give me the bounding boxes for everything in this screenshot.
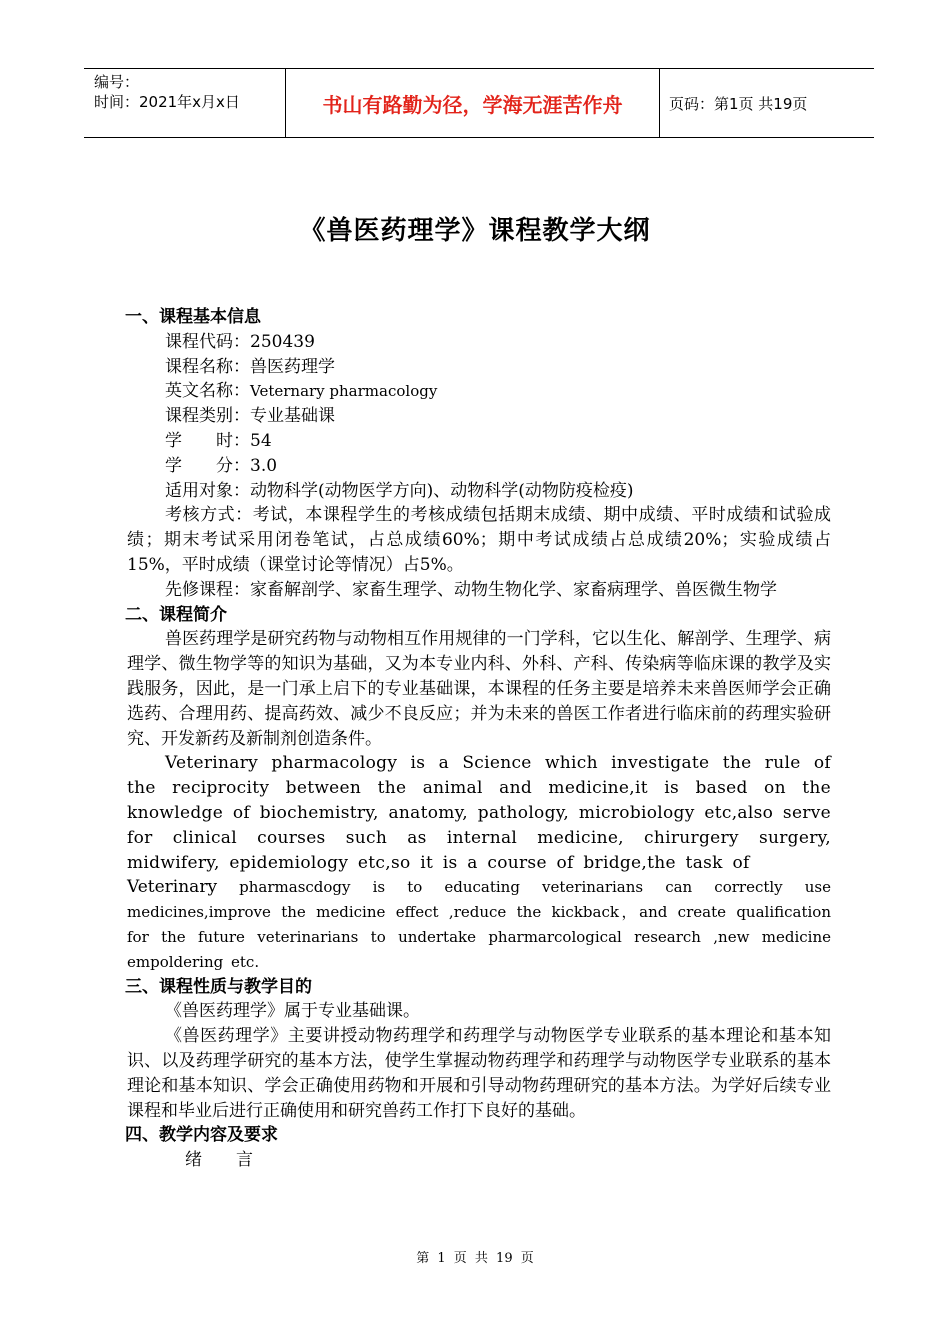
english-name-value: Veternary pharmacology: [250, 382, 438, 401]
section-2-heading: 二、课程简介: [125, 604, 227, 625]
credits-label: 学 分：: [165, 455, 250, 476]
english-name: [127, 379, 831, 404]
course-name: 课程名称：兽医药理学: [165, 356, 335, 377]
page-footer: 第 1 页 共 19 页: [416, 1251, 534, 1266]
prerequisites-paragraph: 先修课程：家畜解剖学、家畜生理学、动物生物化学、家畜病理学、兽医微生物学: [165, 579, 777, 600]
intro-chinese-paragraph: 兽医药理学是研究药物与动物相互作用规律的一门学科，它以生化、解剖学、生理学、病理学、微生物学等的知识为基础，又为本专业内科、外科、产科、传染病等临床课的教学及实践服务，因此，是一门承上启下的专业基础课，本课程的任务主要是培养未来兽医师学会正确选药、合理用药、提高药效、减少不良反应；并为未来的兽医工作者进行临床前的药理实验研究、开发新药及新制剂创造条件。: [127, 629, 831, 749]
course-code: 课程代码：250439: [165, 331, 315, 352]
target-audience: 适用对象：动物科学(动物医学方向)、动物科学(动物防疫检疫): [165, 480, 634, 501]
course-type: 课程类别：专业基础课: [165, 406, 335, 427]
intro-english-word: Veterinary: [127, 877, 218, 898]
serial-label: 编号：: [94, 73, 140, 91]
header-page-info: 页码：第1页 共19页: [669, 94, 808, 113]
credits-value: 3.0: [250, 455, 278, 476]
header-motto: 书山有路勤为径，学海无涯苦作舟: [285, 69, 660, 137]
document-body: [127, 305, 831, 1173]
section-3-heading: 三、课程性质与教学目的: [125, 976, 312, 997]
intro-english-continuation: [127, 875, 831, 974]
assessment-paragraph: 考核方式：考试，本课程学生的考核成绩包括期末成绩、期中成绩、平时成绩和试验成绩；期末考试采用闭卷笔试，占总成绩60%；期中考试成绩占总成绩20%；实验成绩占15%，平时成绩（课堂讨论等情况）占5%。: [127, 505, 831, 575]
english-name-label: 英文名称：: [165, 381, 250, 402]
course-hours: [127, 429, 831, 454]
intro-subheading: 绪 言: [185, 1150, 253, 1171]
section-1-heading: 一、课程基本信息: [125, 307, 261, 327]
time-label: 时间：2021年x月x日: [94, 93, 240, 111]
intro-english-paragraph: Veterinary pharmacology is a Science which investigate the rule of the reciprocity between the animal and medicine,it is based on the knowledge of biochemistry, anatomy, pathology, microbiology etc,also serve for clinical courses such as internal medicine, chirurgery surgery, midwifery, epidemiology etc,so it is a course of bridge,the task of: [127, 753, 831, 873]
course-purpose: 《兽医药理学》主要讲授动物药理学和药理学与动物医学专业联系的基本理论和基本知识、以及药理学研究的基本方法，使学生掌握动物药理学和药理学与动物医学专业联系的基本理论和基本知识、学会正确使用药物和开展和引导动物药理研究的基本方法。为学好后续专业课程和毕业后进行正确使用和研究兽药工作打下良好的基础。: [127, 1026, 831, 1121]
intro-english-rest: pharmascdogy is to educating veterinarians can correctly use medicines,improve the medicine effect ,reduce the kickback，and create qualification for the future veterinarians to undertake pharmarcological research ,new medicine empoldering etc.: [127, 878, 831, 971]
header-table: [84, 68, 874, 138]
course-nature: 《兽医药理学》属于专业基础课。: [165, 1001, 420, 1022]
course-credits: [127, 454, 831, 479]
document-title: 《兽医药理学》课程教学大纲: [299, 216, 651, 246]
header-meta: [84, 69, 285, 137]
section-4-heading: 四、教学内容及要求: [125, 1125, 278, 1146]
hours-value: 54: [250, 430, 272, 451]
hours-label: 学 时：: [165, 430, 250, 451]
